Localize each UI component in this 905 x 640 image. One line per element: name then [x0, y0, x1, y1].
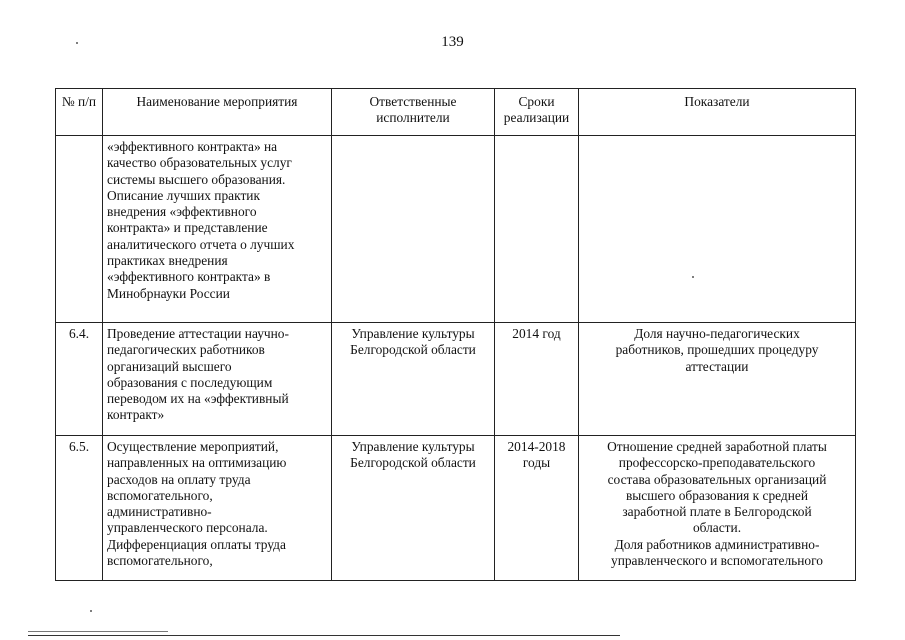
cell-activity-name-line: контракта» и представление — [107, 220, 268, 236]
cell-activity-name — [103, 323, 332, 436]
cell-activity-name-line: «эффективного контракта» на — [107, 139, 278, 154]
header-number: № п/п — [56, 89, 103, 136]
cell-number — [56, 136, 103, 323]
cell-activity-name-line: системы высшего образования. — [107, 171, 286, 187]
cell-activity-name-line: качество образовательных услуг — [107, 155, 292, 171]
header-term: Сроки реализации — [495, 89, 579, 136]
cell-indicators-line: Доля научно-педагогических — [634, 326, 800, 341]
cell-indicators-line: высшего образования к средней — [625, 487, 809, 503]
scan-speck — [76, 42, 78, 44]
cell-indicators-line: Отношение средней заработной платы — [607, 439, 827, 454]
cell-activity-name-line: внедрения «эффективного — [107, 204, 257, 220]
cell-indicators — [579, 436, 856, 581]
table-header-row — [56, 89, 856, 136]
plan-table — [55, 88, 856, 581]
cell-activity-name-line: административно- — [107, 504, 212, 520]
cell-activity-name — [103, 136, 332, 323]
cell-indicators-line: работников, прошедших процедуру — [615, 342, 819, 358]
cell-responsible-line: Управление культуры — [351, 439, 475, 454]
cell-activity-name-line: организаций высшего — [107, 358, 232, 374]
cell-activity-name-line: аналитического отчета о лучших — [107, 236, 295, 252]
cell-activity-name-line: Дифференциация оплаты труда — [107, 536, 286, 552]
page-number: 139 — [441, 34, 464, 50]
cell-activity-name-line: переводом их на «эффективный — [107, 391, 289, 407]
cell-number: 6.5. — [56, 436, 103, 581]
cell-indicators-line: профессорско-преподавательского — [618, 455, 816, 471]
cell-activity-name-line: направленных на оптимизацию — [107, 455, 287, 471]
cell-indicators-line: Доля работников административно- — [614, 536, 820, 552]
cell-responsible-line: Белгородской области — [350, 342, 476, 358]
cell-activity-name-line: вспомогательного, — [107, 553, 213, 569]
header-activity-name: Наименование мероприятия — [103, 89, 332, 136]
cell-activity-name-line: расходов на оплату труда — [107, 471, 251, 487]
table-row — [56, 136, 856, 323]
cell-responsible-line: Управление культуры — [351, 326, 475, 341]
cell-activity-name-line: педагогических работников — [107, 342, 265, 358]
header-responsible: Ответственные исполнители — [332, 89, 495, 136]
cell-term — [495, 436, 579, 581]
cell-activity-name-line: управленческого персонала. — [107, 520, 268, 536]
cell-activity-name-line: образования с последующим — [107, 374, 273, 390]
cell-indicators — [579, 136, 856, 323]
cell-indicators — [579, 323, 856, 436]
cell-activity-name-line: контракт» — [107, 407, 165, 423]
cell-indicators-line: области. — [692, 520, 742, 536]
cell-responsible — [332, 136, 495, 323]
cell-activity-name-line: «эффективного контракта» в — [107, 269, 271, 285]
footer-rule — [28, 635, 620, 636]
scan-speck — [692, 276, 694, 278]
cell-activity-name-line: Описание лучших практик — [107, 187, 260, 203]
cell-number: 6.4. — [56, 323, 103, 436]
header-indicators: Показатели — [579, 89, 856, 136]
cell-term-line: 2014-2018 — [507, 439, 566, 454]
table-row — [56, 323, 856, 436]
cell-activity-name-line: Минобрнауки России — [107, 285, 230, 301]
cell-activity-name-line: вспомогательного, — [107, 487, 213, 503]
cell-indicators-line: состава образовательных организаций — [607, 471, 827, 487]
scan-speck — [90, 610, 92, 612]
cell-indicators-line: управленческого и вспомогательного — [611, 553, 823, 569]
footer-rule-short — [28, 631, 168, 632]
cell-term — [495, 323, 579, 436]
cell-indicators-line: аттестации — [685, 358, 749, 374]
table-body — [56, 136, 856, 581]
cell-activity-name — [103, 436, 332, 581]
cell-indicators-line: заработной плате в Белгородской — [622, 504, 812, 520]
cell-responsible — [332, 436, 495, 581]
cell-activity-name-line: Осуществление мероприятий, — [107, 439, 279, 454]
cell-term-line: годы — [522, 455, 551, 471]
cell-activity-name-line: Проведение аттестации научно- — [107, 326, 289, 341]
cell-responsible-line: Белгородской области — [350, 455, 476, 471]
table-row — [56, 436, 856, 581]
cell-term — [495, 136, 579, 323]
cell-activity-name-line: практиках внедрения — [107, 253, 228, 269]
cell-term-line: 2014 год — [512, 326, 561, 341]
cell-responsible — [332, 323, 495, 436]
